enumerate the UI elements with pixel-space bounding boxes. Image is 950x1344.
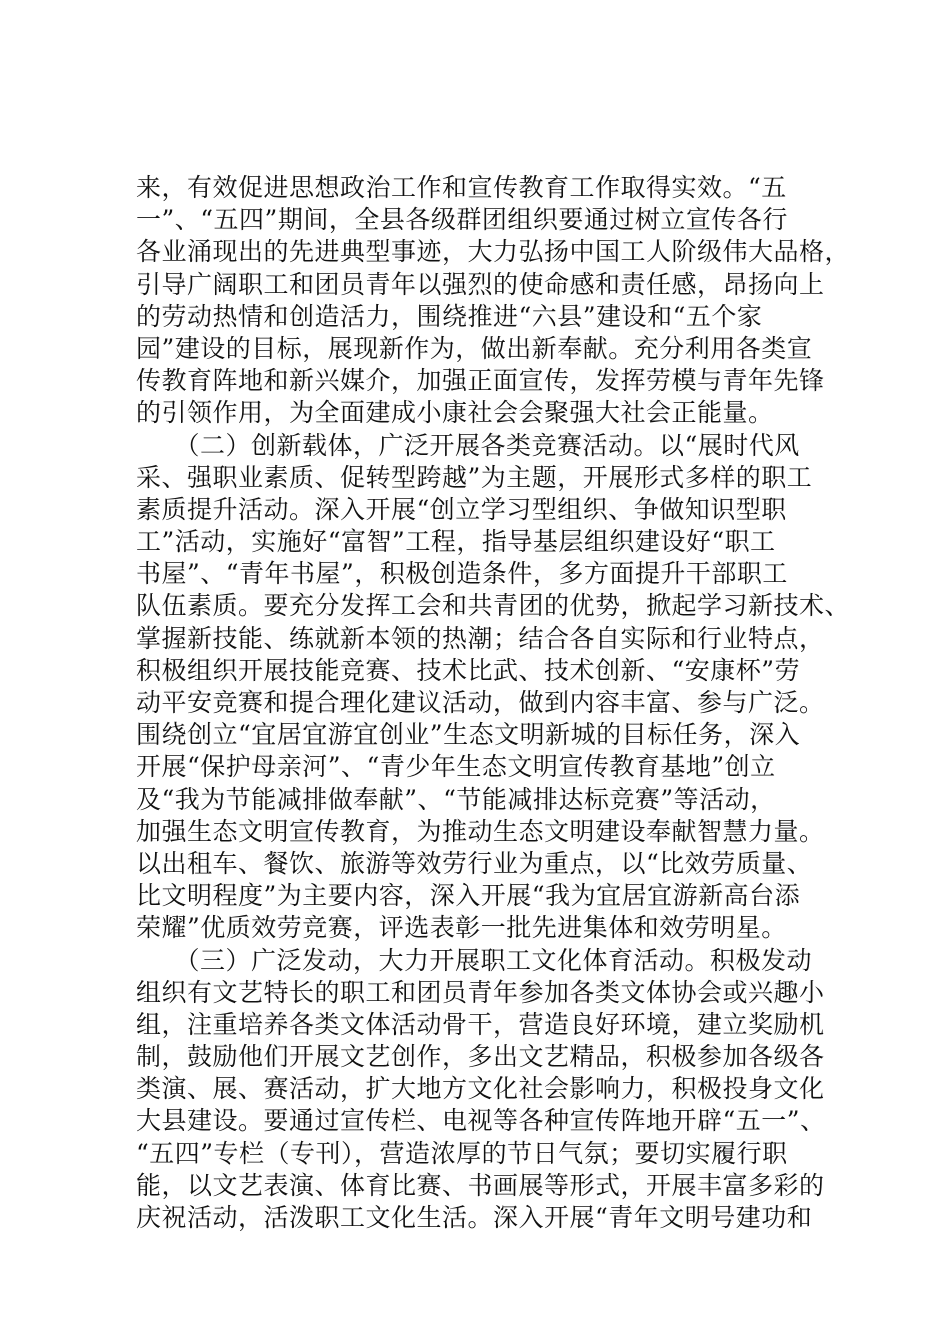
text-line: 比文明程度”为主要内容，深入开展“我为宜居宜游新高台添 (136, 881, 801, 911)
text-line: 围绕创立“宜居宜游宜创业”生态文明新城的目标任务，深入 (136, 720, 801, 750)
text-line: “五四”专栏（专刊），营造浓厚的节日气氛；要切实履行职 (136, 1138, 788, 1168)
text-line: 队伍素质。要充分发挥工会和共青团的优势，掀起学习新技术、 (136, 591, 851, 621)
text-line: 掌握新技能、练就新本领的热潮；结合各自实际和行业特点， (136, 623, 825, 653)
text-line: 的引领作用，为全面建成小康社会会聚强大社会正能量。 (136, 398, 774, 428)
text-line: 大县建设。要通过宣传栏、电视等各种宣传阵地开辟“五一”、 (136, 1106, 826, 1136)
text-line: 引导广阔职工和团员青年以强烈的使命感和责任感，昂扬向上 (136, 269, 825, 299)
text-line: 组织有文艺特长的职工和团员青年参加各类文体协会或兴趣小 (136, 977, 825, 1007)
text-line: 以出租车、餐饮、旅游等效劳行业为重点，以“比效劳质量、 (136, 848, 813, 878)
text-line: 能，以文艺表演、体育比赛、书画展等形式，开展丰富多彩的 (136, 1170, 825, 1200)
text-line: 组，注重培养各类文体活动骨干，营造良好环境，建立奖励机 (136, 1009, 825, 1039)
text-line: 各业涌现出的先进典型事迹，大力弘扬中国工人阶级伟大品格， (136, 237, 851, 267)
text-line: 及“我为节能减排做奉献”、“节能减排达标竞赛”等活动， (136, 784, 776, 814)
text-line: 园”建设的目标，展现新作为，做出新奉献。充分利用各类宣 (136, 333, 813, 363)
text-line: 动平安竞赛和提合理化建议活动，做到内容丰富、参与广泛。 (136, 688, 825, 717)
text-line: （三）广泛发动，大力开展职工文化体育活动。积极发动 (136, 945, 813, 975)
text-line: 的劳动热情和创造活力，围绕推进“六县”建设和“五个家 (136, 301, 763, 331)
text-line: 一”、“五四”期间，全县各级群团组织要通过树立宣传各行 (136, 205, 788, 235)
text-line: 加强生态文明宣传教育，为推动生态文明建设奉献智慧力量。 (136, 816, 825, 846)
text-line: 庆祝活动，活泼职工文化生活。深入开展“青年文明号建功和 (136, 1203, 813, 1232)
text-line: 荣耀”优质效劳竞赛，评选表彰一批先进集体和效劳明星。 (136, 913, 787, 943)
text-line: 传教育阵地和新兴媒介，加强正面宣传，发挥劳模与青年先锋 (136, 366, 825, 396)
text-line: 积极组织开展技能竞赛、技术比武、技术创新、“安康杯”劳 (136, 655, 801, 685)
text-line: 采、强职业素质、促转型跨越”为主题，开展形式多样的职工 (136, 462, 813, 492)
text-line: 类演、展、赛活动，扩大地方文化社会影响力，积极投身文化 (136, 1074, 825, 1104)
text-line: 工”活动，实施好“富智”工程，指导基层组织建设好“职工 (136, 527, 776, 557)
text-line: （二）创新载体，广泛开展各类竞赛活动。以“展时代风 (136, 430, 800, 460)
text-line: 开展“保护母亲河”、“青少年生态文明宣传教育基地”创立 (136, 752, 776, 782)
body-text (136, 172, 851, 1234)
text-line: 制，鼓励他们开展文艺创作，多出文艺精品，积极参加各级各 (136, 1042, 825, 1072)
text-line: 来，有效促进思想政治工作和宣传教育工作取得实效。“五 (136, 173, 787, 202)
text-line: 书屋”、“青年书屋”，积极创造条件，多方面提升干部职工 (136, 559, 788, 589)
text-line: 素质提升活动。深入开展“创立学习型组织、争做知识型职 (136, 494, 787, 524)
